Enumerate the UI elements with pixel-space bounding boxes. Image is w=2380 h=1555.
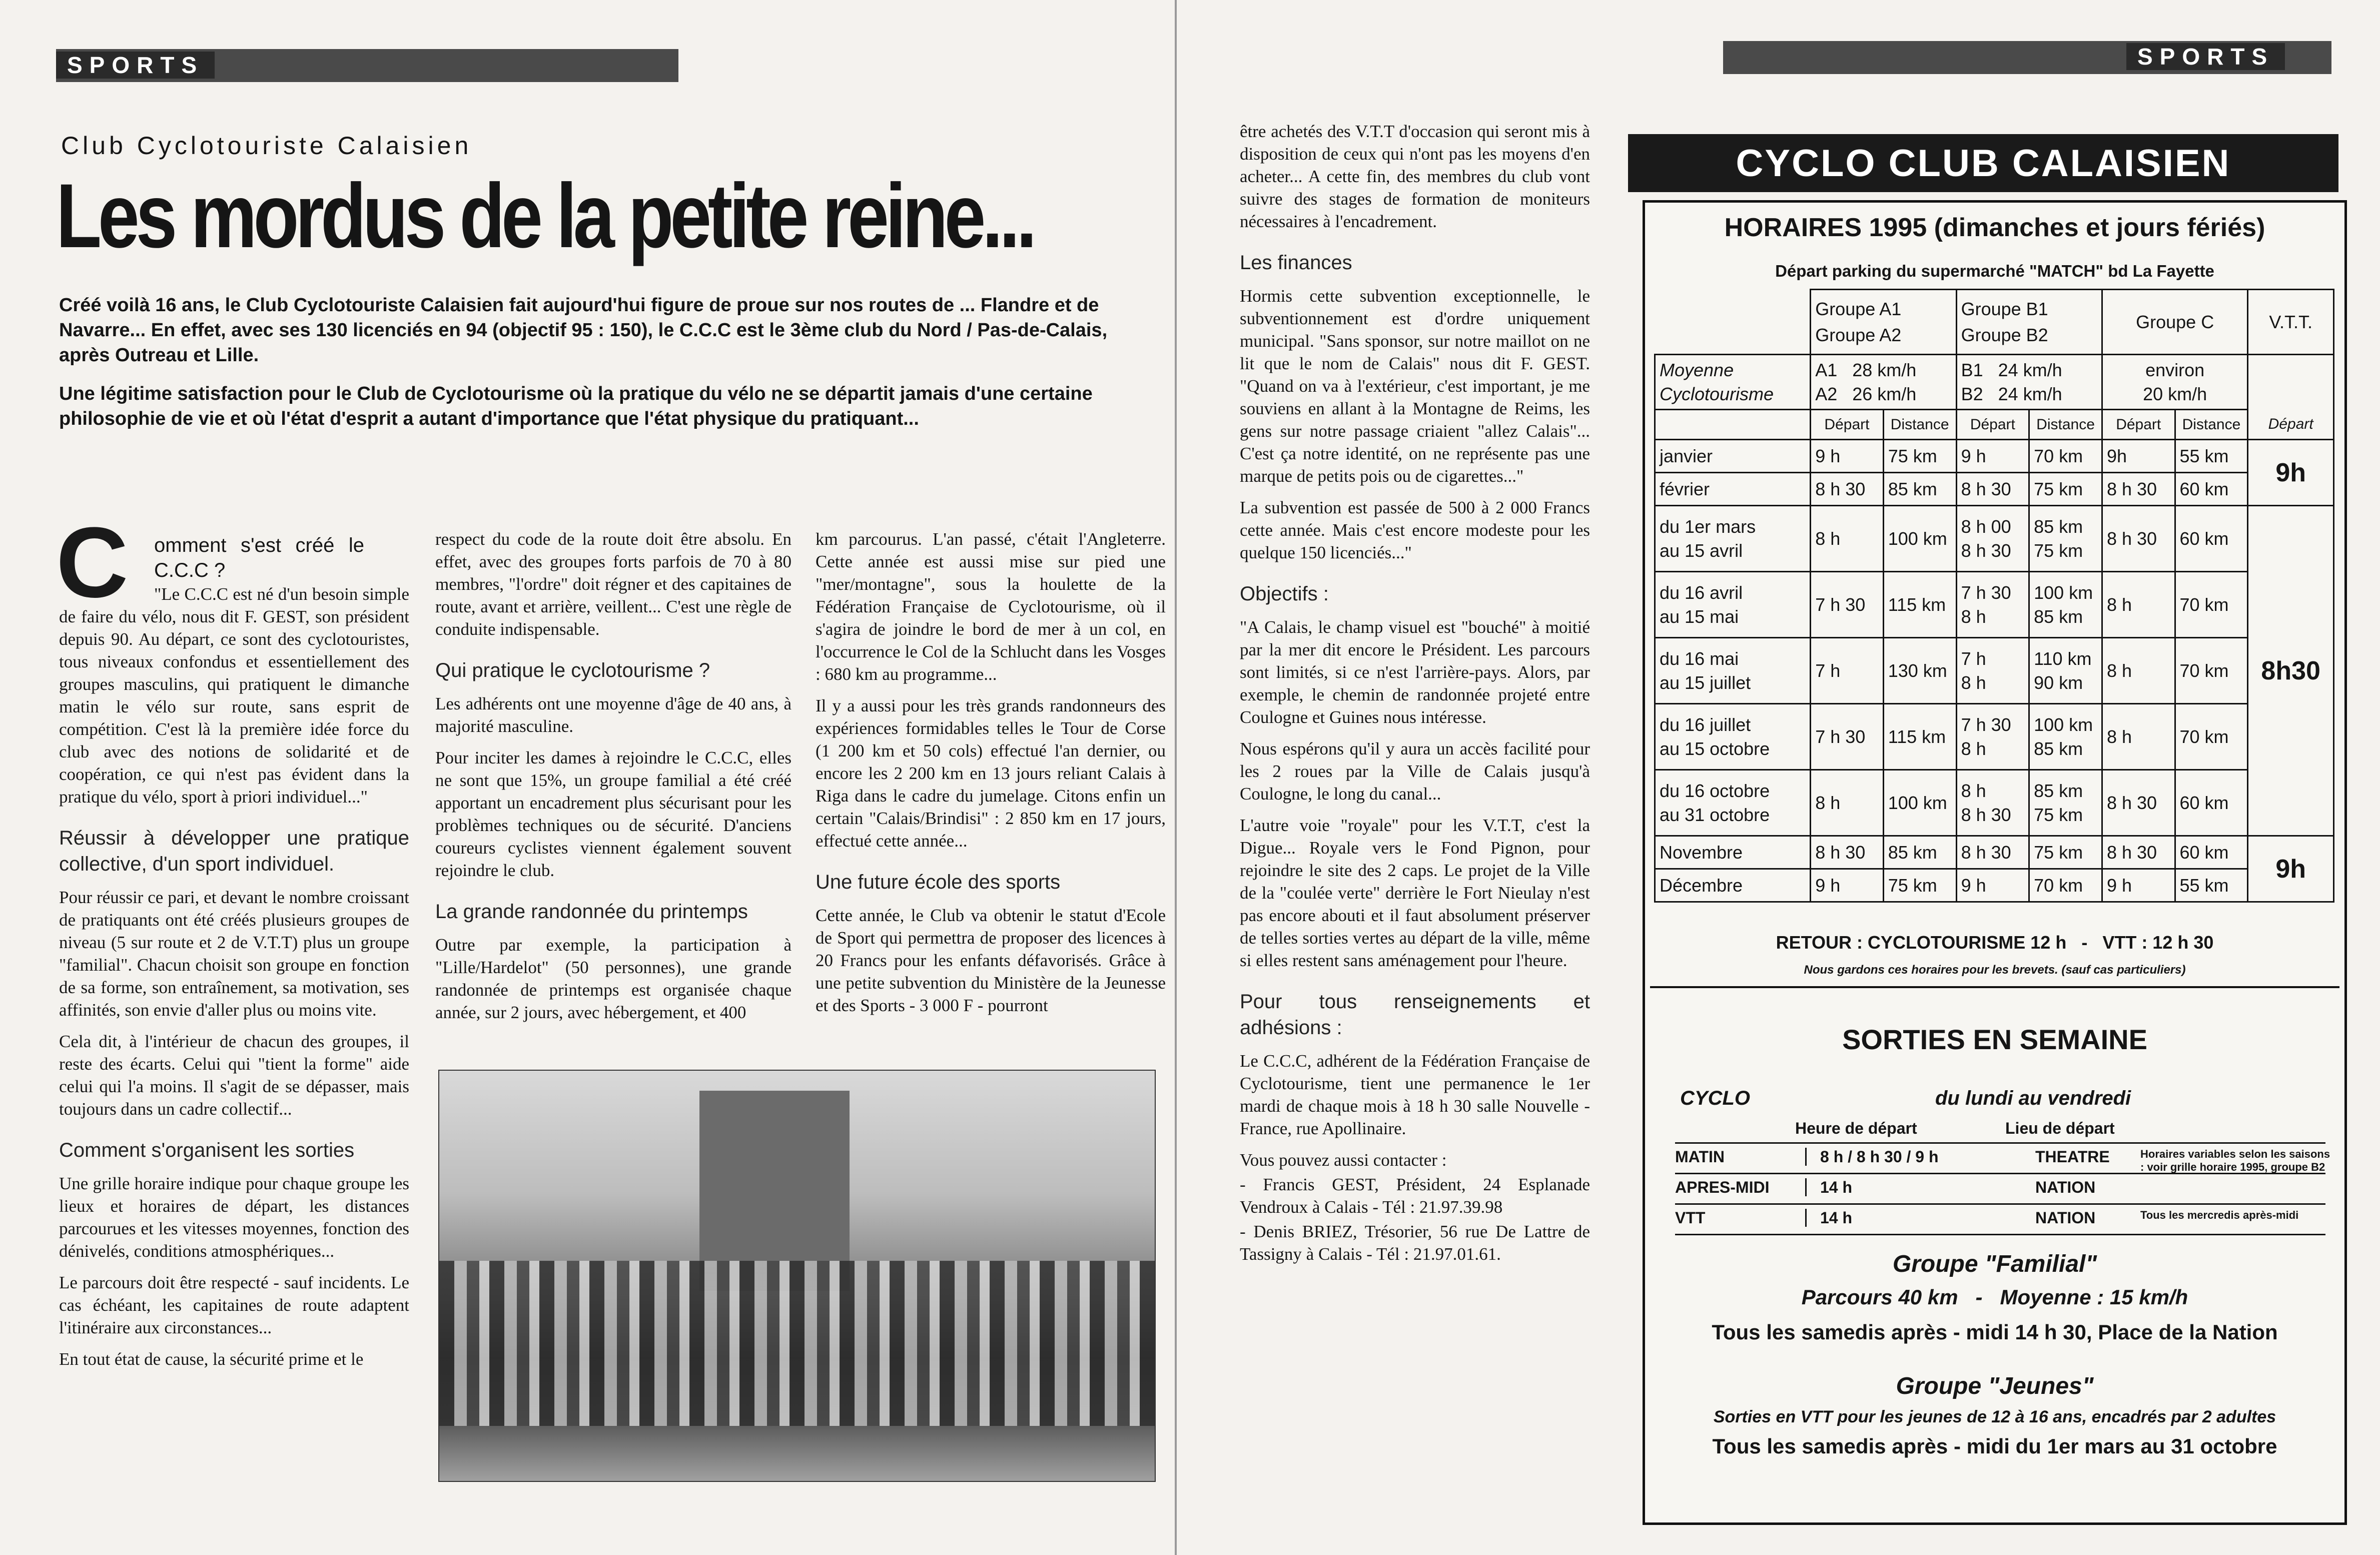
moyenne-value: environ xyxy=(2145,359,2205,380)
schedule-cell xyxy=(2029,770,2102,836)
subheader-cell: Départ xyxy=(1811,410,1884,440)
cell-line: du 16 avril xyxy=(1660,582,1743,603)
cell-line: 75 km xyxy=(2034,540,2083,561)
group-a-header xyxy=(1811,290,1956,355)
cell-line: 100 km xyxy=(1888,528,1947,549)
schedule-cell xyxy=(2175,704,2248,770)
familial-when: Tous les samedis après - midi 14 h 30, Place de la Nation xyxy=(1712,1320,2278,1344)
schedule-cell xyxy=(1883,440,1956,473)
kicker: Club Cyclotouriste Calaisien xyxy=(61,132,472,160)
cell-line: 60 km xyxy=(2179,528,2229,549)
moyenne-value: B2 24 km/h xyxy=(1961,383,2062,404)
period-cell xyxy=(1655,506,1811,572)
familial-line: Parcours 40 km - Moyenne : 15 km/h xyxy=(1801,1285,2188,1309)
schedule-departure: Départ parking du supermarché "MATCH" bd La Fayette xyxy=(1775,262,2214,280)
weekday-label: VTT xyxy=(1675,1209,1807,1227)
subheader-row xyxy=(1655,410,2334,440)
weekday-table xyxy=(1675,1142,2330,1235)
cell-line: 9h xyxy=(2106,445,2127,466)
schedule-cell xyxy=(1956,440,2029,473)
lead-paragraph-1: Créé voilà 16 ans, le Club Cyclotouriste Calaisien fait aujourd'hui figure de proue sur nos routes de ... Flandre et de Navarre... En effet, avec ses 130 licenciés en 94 (objectif 95 : 150), le C.C.C est le 3ème club du Nord / Pas-de-Calais, après Outreau et Lille. xyxy=(59,295,1108,366)
schedule-title: HORAIRES 1995 (dimanches et jours fériés) xyxy=(1724,213,2265,242)
schedule-cell xyxy=(1883,836,1956,869)
cell-line: au 15 octobre xyxy=(1660,738,1770,759)
jeunes-title: Groupe "Jeunes" xyxy=(1896,1373,2094,1399)
moyenne-label-line: Moyenne xyxy=(1660,359,1734,380)
weekday-label: MATIN xyxy=(1675,1148,1807,1166)
schedule-cell xyxy=(2102,836,2175,869)
paragraph: En tout état de cause, la sécurité prime et le xyxy=(59,1349,364,1369)
cell-line: 70 km xyxy=(2034,875,2083,896)
schedule-body xyxy=(1655,440,2334,902)
schedule-cell xyxy=(1956,506,2029,572)
cell-line: 115 km xyxy=(1888,594,1946,615)
cell-line: 8 h 30 xyxy=(1961,804,2011,825)
schedule-cell xyxy=(1956,869,2029,902)
subheading-grande-randonnee: La grande randonnée du printemps xyxy=(435,901,748,923)
schedule-cell xyxy=(1811,704,1884,770)
paragraph: "A Calais, le champ visuel est "bouché" à moitié par la mer dit encore le Président. Les parcours sont limités, si ce n'est l'arrière-pays. Alors, par exemple, le chemin de randonnée projeté entre Coulogne et Guines nous intéresse. xyxy=(1240,617,1590,727)
col-lieu-header: Lieu de départ xyxy=(2005,1119,2115,1137)
paragraph: La subvention est passée de 500 à 2 000 Francs cette année. Mais c'est encore modeste pour les quelque 150 licenciés..." xyxy=(1240,498,1590,562)
cell-line: 7 h xyxy=(1815,660,1841,681)
schedule-cell xyxy=(2175,770,2248,836)
paragraph: Pour inciter les dames à rejoindre le C.C.C, elles ne sont que 15%, un groupe familial a été créé apportant un encadrement plus sécurisant pour les problèmes techniques ou de sécurité. D'anciens coureurs cyclistes viennent également souvent rejoindre le club. xyxy=(435,748,791,880)
paragraph: Cette année, le Club va obtenir le statut d'Ecole de Sport qui permettra de proposer des licences à 20 Francs pour les enfants défavorisés. Grâce à une petite subvention du Ministère de la Jeunesse et des Sports - 3 000 F - pourront xyxy=(816,906,1166,1015)
cell-line: du 16 juillet xyxy=(1660,714,1751,735)
period-cell xyxy=(1655,704,1811,770)
schedule-cell xyxy=(1811,572,1884,638)
schedule-cell xyxy=(2102,473,2175,506)
schedule-cell xyxy=(2175,506,2248,572)
right-section-label: SPORTS xyxy=(2126,43,2285,70)
cell-line: janvier xyxy=(1660,445,1713,466)
schedule-cell xyxy=(1811,638,1884,704)
paragraph: Hormis cette subvention exceptionnelle, le subventionnement est d'ordre uniquement municipal. "Sans sponsor, sur notre maillot on ne lit que le nom de Calais" nous dit F. GEST. "Quand on va à l'extérieur, c'est important, je me souviens en allant à la Montagne de Reims, les gens sur notre passage criaient "allez Calais"... C'est ça notre identité, on ne représente pas une marque de petits pois ou de cigarettes..." xyxy=(1240,286,1590,486)
schedule-cell xyxy=(2102,638,2175,704)
cell-line: 7 h 30 xyxy=(1815,726,1866,747)
subheading-organisation: Comment s'organisent les sorties xyxy=(59,1139,355,1161)
cell-line: 60 km xyxy=(2179,478,2229,499)
schedule-cell xyxy=(2102,704,2175,770)
cell-line: 130 km xyxy=(1888,660,1947,681)
schedule-cell xyxy=(1883,572,1956,638)
cell-line: 8 h 30 xyxy=(2106,842,2157,863)
schedule-row xyxy=(1655,869,2334,902)
cell-line: 8 h xyxy=(1815,792,1841,813)
subheader-cell: Distance xyxy=(2029,410,2102,440)
group-b-header xyxy=(1956,290,2102,355)
cell-line: 85 km xyxy=(2034,606,2083,627)
weekday-note: Tous les mercredis après-midi xyxy=(2140,1209,2299,1221)
retour-line: RETOUR : CYCLOTOURISME 12 h - VTT : 12 h 30 xyxy=(1776,932,2214,953)
schedule-row xyxy=(1655,473,2334,506)
subheader-cell: Départ xyxy=(2102,410,2175,440)
weekday-label: APRES-MIDI xyxy=(1675,1178,1807,1196)
schedule-cell xyxy=(1883,638,1956,704)
schedule-cell xyxy=(2029,836,2102,869)
weekday-time: 8 h / 8 h 30 / 9 h xyxy=(1820,1148,1939,1166)
schedule-row xyxy=(1655,572,2334,638)
cell-line: du 16 mai xyxy=(1660,648,1739,669)
weekday-place: NATION xyxy=(2035,1209,2096,1227)
group-b2-label: Groupe B2 xyxy=(1961,324,2048,345)
vtt-departure-cell: 9h xyxy=(2248,836,2334,902)
group-a1-label: Groupe A1 xyxy=(1815,298,1902,319)
schedule-cell xyxy=(2175,869,2248,902)
moyenne-label-line: Cyclotourisme xyxy=(1660,383,1774,404)
subheader-cell: Départ xyxy=(2248,410,2334,440)
drop-cap: C xyxy=(56,507,129,618)
cell-line: 60 km xyxy=(2179,792,2229,813)
cell-line: 8 h 30 xyxy=(2106,478,2157,499)
cell-line: 55 km xyxy=(2179,445,2229,466)
paragraph: Nous espérons qu'il y aura un accès facilité pour les 2 roues par la Ville de Calais jusqu'à Coulogne, le long du canal... xyxy=(1240,739,1590,804)
paragraph: L'autre voie "royale" pour les V.T.T, c'est la Digue... Royale vers le Fond Pignon, pour rejoindre le site des 2 caps. Le projet de la Ville de la "coulée verte" derrière le Fort Nieulay n'est pas encore abouti et il faut absolument préserver de telles sorties vertes au départ de la ville, même si elles restent sans aménagement pour l'heure. xyxy=(1240,816,1590,970)
moyenne-value: 20 km/h xyxy=(2143,383,2207,404)
cell-line: 7 h 30 xyxy=(1815,594,1866,615)
left-column-1 xyxy=(56,507,409,1379)
cell-line: du 16 octobre xyxy=(1660,780,1770,801)
cell-line: du 1er mars xyxy=(1660,516,1756,537)
schedule-cell xyxy=(1956,473,2029,506)
group-b1-label: Groupe B1 xyxy=(1961,298,2048,319)
cell-line: 7 h 30 xyxy=(1961,714,2011,735)
cell-line: 100 km xyxy=(2034,714,2093,735)
cell-line: 8 h xyxy=(2106,660,2132,681)
cell-line: 8 h 30 xyxy=(2106,792,2157,813)
schedule-cell xyxy=(1883,506,1956,572)
cell-line: 70 km xyxy=(2179,660,2229,681)
period-cell xyxy=(1655,869,1811,902)
weekday-range: du lundi au vendredi xyxy=(1935,1087,2131,1109)
schedule-cell xyxy=(1811,770,1884,836)
schedule-cell xyxy=(2102,770,2175,836)
schedule-cell xyxy=(1956,572,2029,638)
schedule-cell xyxy=(1956,770,2029,836)
subheader-cell: Distance xyxy=(1883,410,1956,440)
schedule-cell xyxy=(1811,836,1884,869)
paragraph: respect du code de la route doit être absolu. En effet, avec des groupes forts parfois de 70 à 80 membres, "l'ordre" doit régner et des capitaines de route, avant et arrière, veillent... C'est une règle de conduite indispensable. xyxy=(435,529,791,639)
cell-line: 100 km xyxy=(2034,582,2093,603)
paragraph: Pour réussir ce pari, et devant le nombre croissant de pratiquants ont été créés plusieurs groupes de niveau (5 sur route et 2 de V.T.T) plus un groupe "familial". Chacun choisit son groupe en fonction de sa forme, son entraînement, sa motivation, ses affinités, son envie d'aller plus ou moins vite. xyxy=(59,888,409,1020)
schedule-cell xyxy=(1811,473,1884,506)
paragraph: être achetés des V.T.T d'occasion qui seront mis à disposition de ceux qui n'ont pas les moyens d'en acheter... A cette fin, des membres du club vont suivre des stages de formation de moniteurs nécessaires à l'encadrement. xyxy=(1240,122,1590,231)
moyenne-c xyxy=(2102,355,2247,410)
subheading-renseignements: Pour tous renseignements et adhésions : xyxy=(1240,991,1590,1039)
paragraph: Le parcours doit être respecté - sauf incidents. Le cas échéant, les capitaines de route adaptent l'itinéraire aux circonstances... xyxy=(59,1273,409,1337)
schedule-box xyxy=(1643,200,2347,1525)
schedule-row xyxy=(1655,506,2334,572)
subheader-cell: Départ xyxy=(1956,410,2029,440)
weekday-place: THEATRE xyxy=(2035,1148,2110,1166)
schedule-cell xyxy=(2029,473,2102,506)
cell-line: 9 h xyxy=(1961,875,1986,896)
col-heure-header: Heure de départ xyxy=(1795,1119,1917,1137)
cell-line: 8 h xyxy=(2106,726,2132,747)
left-section-label: SPORTS xyxy=(56,52,215,79)
schedule-cell xyxy=(2102,869,2175,902)
schedule-cell xyxy=(2102,506,2175,572)
group-photo xyxy=(438,1070,1156,1482)
cell-line: 9 h xyxy=(1815,875,1841,896)
jeunes-line: Sorties en VTT pour les jeunes de 12 à 16 ans, encadrés par 2 adultes xyxy=(1713,1407,2276,1426)
paragraph: - Denis BRIEZ, Trésorier, 56 rue De Lattre de Tassigny à Calais - Tél : 21.97.01.61. xyxy=(1240,1222,1590,1264)
jeunes-when: Tous les samedis après - midi du 1er mars au 31 octobre xyxy=(1712,1434,2277,1458)
right-column-1 xyxy=(1240,120,1590,1274)
cell-line: 8 h xyxy=(1815,528,1841,549)
schedule-row xyxy=(1655,638,2334,704)
period-cell xyxy=(1655,638,1811,704)
cyclo-label: CYCLO xyxy=(1680,1087,1750,1109)
cell-line: 85 km xyxy=(1888,478,1937,499)
club-banner xyxy=(1628,134,2338,192)
cell-line: 8 h 30 xyxy=(2106,528,2157,549)
subheading-objectifs: Objectifs : xyxy=(1240,583,1329,605)
period-cell xyxy=(1655,473,1811,506)
cell-line: Décembre xyxy=(1660,875,1743,896)
schedule-cell xyxy=(1883,704,1956,770)
cell-line: 85 km xyxy=(2034,516,2083,537)
schedule-cell xyxy=(1883,869,1956,902)
cell-line: 8 h 30 xyxy=(1961,478,2011,499)
left-column-2 xyxy=(435,528,791,1033)
weekday-row xyxy=(1675,1203,2325,1235)
group-c-header: Groupe C xyxy=(2102,290,2247,355)
period-cell xyxy=(1655,836,1811,869)
paragraph: - Francis GEST, Président, 24 Esplanade Vendroux à Calais - Tél : 21.97.39.98 xyxy=(1240,1175,1590,1217)
schedule-cell xyxy=(1811,869,1884,902)
schedule-cell xyxy=(2029,506,2102,572)
schedule-cell xyxy=(2029,440,2102,473)
period-cell xyxy=(1655,770,1811,836)
paragraph: Cela dit, à l'intérieur de chacun des groupes, il reste des écarts. Celui qui "tient la forme" aide celui qui l'a moins. Il s'agit de se dépasser, mais toujours dans un cadre collectif... xyxy=(59,1032,409,1119)
schedule-row xyxy=(1655,704,2334,770)
period-cell xyxy=(1655,572,1811,638)
cell-line: février xyxy=(1660,478,1710,499)
moyenne-value: B1 24 km/h xyxy=(1961,359,2062,380)
cell-line: 7 h 30 xyxy=(1961,582,2011,603)
cell-line: 8 h 30 xyxy=(1815,478,1866,499)
schedule-cell xyxy=(2029,869,2102,902)
cell-line: 75 km xyxy=(2034,804,2083,825)
schedule-cell xyxy=(2175,473,2248,506)
cell-line: 85 km xyxy=(2034,780,2083,801)
cell-line: 70 km xyxy=(2179,726,2229,747)
subheading-ecole-sports: Une future école des sports xyxy=(816,871,1061,893)
cell-line: 60 km xyxy=(2179,842,2229,863)
familial-title: Groupe "Familial" xyxy=(1892,1251,2097,1277)
schedule-cell xyxy=(2102,440,2175,473)
cell-line: au 31 octobre xyxy=(1660,804,1770,825)
cell-line: Novembre xyxy=(1660,842,1743,863)
cell-line: au 15 juillet xyxy=(1660,672,1751,693)
schedule-cell xyxy=(2029,638,2102,704)
cell-line: 85 km xyxy=(2034,738,2083,759)
schedule-cell xyxy=(1956,638,2029,704)
group-a2-label: Groupe A2 xyxy=(1815,324,1902,345)
cell-line: 8 h 00 xyxy=(1961,516,2011,537)
cell-line: 9 h xyxy=(1815,445,1841,466)
moyenne-b xyxy=(1956,355,2102,410)
schedule-cell xyxy=(1883,770,1956,836)
cell-line: 75 km xyxy=(2034,478,2083,499)
cell-line: 75 km xyxy=(1888,445,1937,466)
schedule-table xyxy=(1654,289,2334,903)
moyenne-value: A1 28 km/h xyxy=(1815,359,1917,380)
vtt-departure-cell: 9h xyxy=(2248,440,2334,506)
page-fold xyxy=(1175,0,1177,1555)
paragraph: Le C.C.C, adhérent de la Fédération Française de Cyclotourisme, tient une permanence le 1er mardi de chaque mois à 18 h 30 salle Nouvelle - France, rue Apollinaire. xyxy=(1240,1051,1590,1138)
cell-line: 7 h xyxy=(1961,648,1986,669)
cell-line: 8 h xyxy=(1961,606,1986,627)
cell-line: 100 km xyxy=(1888,792,1947,813)
cell-line: 8 h xyxy=(2106,594,2132,615)
schedule-note: Nous gardons ces horaires pour les brevets. (sauf cas particuliers) xyxy=(1804,963,2186,977)
cell-line: 75 km xyxy=(2034,842,2083,863)
schedule-cell xyxy=(2175,440,2248,473)
paragraph: Vous pouvez aussi contacter : xyxy=(1240,1150,1447,1170)
moyenne-a xyxy=(1811,355,1956,410)
schedule-cell xyxy=(2175,638,2248,704)
left-column-3 xyxy=(816,528,1166,1026)
schedule-cell xyxy=(1883,473,1956,506)
schedule-cell xyxy=(1811,506,1884,572)
schedule-cell xyxy=(2029,572,2102,638)
paragraph: "Le C.C.C est né d'un besoin simple de faire du vélo, nous dit F. GEST, son président depuis 90. Au départ, ce sont des cyclotouristes, tous niveaux confondus et essentiellement des groupes masculins, qui pratiquent le dimanche matin le vélo sur route, sans esprit de compétition. C'est là la première idée force du club avec des notions de solidarité et de coopération, ce qui n'est pas évident dans la pratique du vélo, sport à priori individuel..." xyxy=(59,584,409,807)
schedule-row xyxy=(1655,836,2334,869)
schedule-row xyxy=(1655,440,2334,473)
cell-line: au 15 mai xyxy=(1660,606,1739,627)
cell-line: 70 km xyxy=(2034,445,2083,466)
cell-line: 70 km xyxy=(2179,594,2229,615)
paragraph: Une grille horaire indique pour chaque groupe les lieux et horaires de départ, les distances parcourues et les vitesses moyennes, fonction des dénivelés, conditions atmosphériques... xyxy=(59,1174,409,1261)
cell-line: 110 km xyxy=(2034,648,2092,669)
weekday-time: 14 h xyxy=(1820,1178,1853,1196)
semaine-title: SORTIES EN SEMAINE xyxy=(1842,1024,2147,1055)
schedule-cell xyxy=(2029,704,2102,770)
weekday-row xyxy=(1675,1142,2330,1173)
club-banner-title: CYCLO CLUB CALAISIEN xyxy=(1736,142,2231,185)
vtt-departure-cell: 8h30 xyxy=(2248,506,2334,836)
cell-line: 8 h 30 xyxy=(1961,842,2011,863)
cell-line: 115 km xyxy=(1888,726,1946,747)
moyenne-label xyxy=(1655,355,1811,410)
schedule-cell xyxy=(2175,572,2248,638)
paragraph: km parcourus. L'an passé, c'était l'Angleterre. Cette année est aussi mise sur pied une "mer/montagne", sous la houlette de la Fédération Française de Cyclotourisme, où il s'agira de joindre le bord de mer à un col, en l'occurrence le Col de la Schlucht dans les Vosges : 680 km au programme... xyxy=(816,529,1166,684)
cell-line: 90 km xyxy=(2034,672,2083,693)
cell-line: 85 km xyxy=(1888,842,1937,863)
schedule-cell xyxy=(1956,704,2029,770)
headline: Les mordus de la petite reine... xyxy=(56,165,1034,267)
subheader-cell: Distance xyxy=(2175,410,2248,440)
weekday-row xyxy=(1675,1173,2325,1203)
cell-line: 8 h xyxy=(1961,780,1986,801)
cell-line: 8 h xyxy=(1961,738,1986,759)
schedule-cell xyxy=(1811,440,1884,473)
weekday-time: 14 h xyxy=(1820,1209,1853,1227)
cell-line: 9 h xyxy=(2106,875,2132,896)
schedule-cell xyxy=(1956,836,2029,869)
period-cell xyxy=(1655,440,1811,473)
schedule-row xyxy=(1655,770,2334,836)
weekday-note: Horaires variables selon les saisons : voir grille horaire 1995, groupe B2 xyxy=(2140,1148,2330,1173)
cell-line: 8 h 30 xyxy=(1961,540,2011,561)
cell-line: au 15 avril xyxy=(1660,540,1743,561)
schedule-cell xyxy=(2102,572,2175,638)
cell-line: 8 h xyxy=(1961,672,1986,693)
cell-line: 9 h xyxy=(1961,445,1986,466)
paragraph: Outre par exemple, la participation à "Lille/Hardelot" (50 personnes), une grande randonnée de printemps est organisée chaque année, sur 2 jours, avec hébergement, et 400 xyxy=(435,935,791,1022)
question-heading-1: omment s'est créé le C.C.C ? xyxy=(154,534,364,581)
group-vtt-header: V.T.T. xyxy=(2248,290,2334,355)
lead-paragraph-2: Une légitime satisfaction pour le Club de Cyclotourisme où la pratique du vélo ne se départit jamais d'une certaine philosophie de vie et où l'état d'esprit a autant d'importance que l'état physique du pratiquant... xyxy=(59,383,1093,429)
cell-line: 8 h 30 xyxy=(1815,842,1866,863)
subheading-finances: Les finances xyxy=(1240,252,1352,274)
subheading-qui-pratique: Qui pratique le cyclotourisme ? xyxy=(435,659,710,681)
paragraph: Il y a aussi pour les très grands randonneurs des expériences formidables telles le Tour de Corse (1 200 km et 50 cols) effectué l'an dernier, ou encore les 2 200 km en 13 jours reliant Calais à Riga dans le cadre du jumelage. Citons enfin un certain "Calais/Brindisi" : 2 850 km en 17 jours, effectué cette année... xyxy=(816,696,1166,851)
weekday-place: NATION xyxy=(2035,1178,2096,1196)
cell-line: 55 km xyxy=(2179,875,2229,896)
divider xyxy=(1650,986,2339,988)
paragraph: Les adhérents ont une moyenne d'âge de 40 ans, à majorité masculine. xyxy=(435,694,791,736)
subheading-reussir: Réussir à développer une pratique collective, d'un sport individuel. xyxy=(59,827,409,875)
cell-line: 75 km xyxy=(1888,875,1937,896)
schedule-cell xyxy=(2175,836,2248,869)
moyenne-value: A2 26 km/h xyxy=(1815,383,1917,404)
